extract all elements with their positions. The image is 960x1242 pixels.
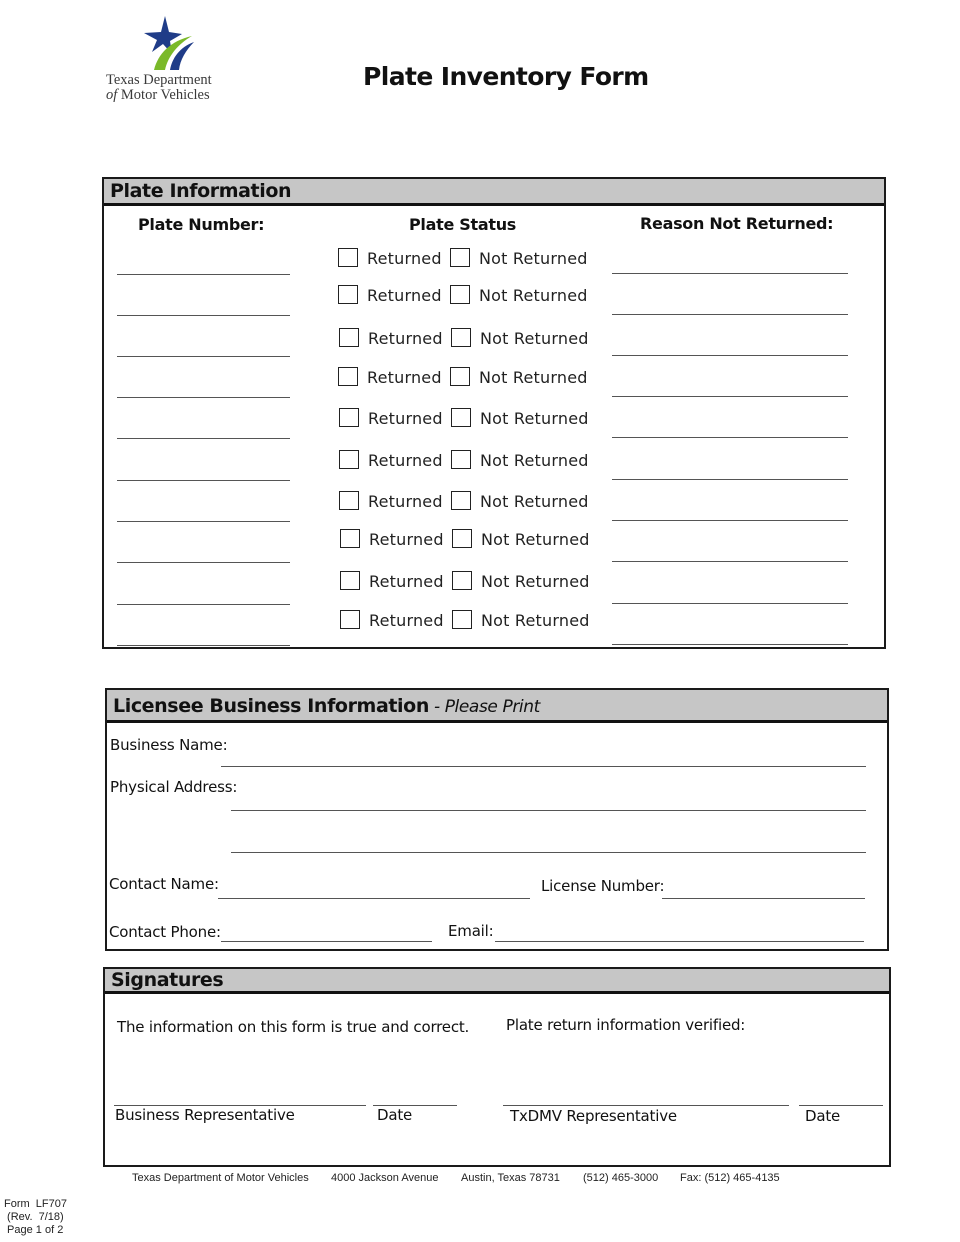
logo-motor-vehicles: Motor Vehicles xyxy=(117,87,210,103)
plate-status-row xyxy=(339,450,599,472)
reason-not-returned-field[interactable] xyxy=(612,603,848,604)
license-number-label: License Number: xyxy=(541,877,665,895)
contact-name-label: Contact Name: xyxy=(109,875,219,893)
plate-number-header: Plate Number: xyxy=(138,215,265,234)
plate-number-field[interactable] xyxy=(117,645,290,646)
returned-label: Returned xyxy=(367,286,442,305)
business-attestation-text: The information on this form is true and correct. xyxy=(117,1018,470,1036)
not-returned-label: Not Returned xyxy=(480,492,589,511)
footer-fax: Fax: (512) 465-4135 xyxy=(680,1172,780,1184)
form-identifier xyxy=(4,1198,67,1237)
plate-status-header: Plate Status xyxy=(409,215,517,234)
not-returned-checkbox[interactable] xyxy=(451,328,471,347)
not-returned-label: Not Returned xyxy=(480,329,589,348)
txdmv-representative-label: TxDMV Representative xyxy=(510,1107,677,1125)
returned-label: Returned xyxy=(369,530,444,549)
plate-status-row xyxy=(338,367,598,389)
not-returned-label: Not Returned xyxy=(479,368,588,387)
plate-number-field[interactable] xyxy=(117,397,290,398)
email-field[interactable] xyxy=(495,941,864,942)
logo-line-2 xyxy=(106,88,236,103)
logo-wordmark xyxy=(106,73,236,103)
plate-number-field[interactable] xyxy=(117,604,290,605)
returned-label: Returned xyxy=(368,451,443,470)
signatures-heading xyxy=(105,969,889,994)
returned-checkbox[interactable] xyxy=(339,328,359,347)
plate-number-field[interactable] xyxy=(117,521,290,522)
not-returned-label: Not Returned xyxy=(481,572,590,591)
txdmv-date-line[interactable] xyxy=(799,1105,883,1106)
returned-checkbox[interactable] xyxy=(340,610,360,629)
signatures-section xyxy=(103,967,891,1167)
plate-number-field[interactable] xyxy=(117,315,290,316)
not-returned-checkbox[interactable] xyxy=(452,529,472,548)
form-number: Form LF707 xyxy=(4,1198,67,1210)
business-representative-label: Business Representative xyxy=(115,1106,295,1124)
contact-phone-label: Contact Phone: xyxy=(109,923,221,941)
not-returned-label: Not Returned xyxy=(480,451,589,470)
returned-checkbox[interactable] xyxy=(338,248,358,267)
not-returned-checkbox[interactable] xyxy=(452,571,472,590)
plate-number-field[interactable] xyxy=(117,480,290,481)
plate-status-row xyxy=(338,248,598,270)
plate-status-row xyxy=(340,571,600,593)
contact-name-field[interactable] xyxy=(218,898,530,899)
not-returned-checkbox[interactable] xyxy=(451,450,471,469)
returned-label: Returned xyxy=(367,249,442,268)
returned-label: Returned xyxy=(369,611,444,630)
logo-line-1: Texas Department xyxy=(106,72,212,88)
returned-label: Returned xyxy=(368,329,443,348)
signatures-title: Signatures xyxy=(111,969,224,991)
plate-number-field[interactable] xyxy=(117,274,290,275)
logo-of: of xyxy=(106,87,118,103)
reason-not-returned-field[interactable] xyxy=(612,355,848,356)
reason-not-returned-field[interactable] xyxy=(612,314,848,315)
plate-status-row xyxy=(339,491,599,513)
returned-label: Returned xyxy=(367,368,442,387)
plate-number-field[interactable] xyxy=(117,356,290,357)
returned-checkbox[interactable] xyxy=(340,571,360,590)
plate-information-heading xyxy=(104,179,884,206)
plate-status-row xyxy=(338,285,598,307)
returned-label: Returned xyxy=(368,409,443,428)
plate-information-section xyxy=(102,177,886,649)
txdmv-logo xyxy=(100,14,240,109)
reason-not-returned-header: Reason Not Returned: xyxy=(640,214,834,233)
please-print-note: Please Print xyxy=(444,697,540,717)
licensee-heading-separator: - xyxy=(428,697,445,717)
txdmv-representative-signature-line[interactable] xyxy=(503,1105,789,1106)
licensee-business-section xyxy=(105,688,889,951)
not-returned-checkbox[interactable] xyxy=(451,491,471,510)
contact-phone-field[interactable] xyxy=(221,941,432,942)
licensee-heading xyxy=(107,690,887,723)
star-swoosh-logo-icon xyxy=(132,14,202,72)
footer-phone: (512) 465-3000 xyxy=(583,1172,659,1184)
email-label: Email: xyxy=(448,922,494,940)
not-returned-label: Not Returned xyxy=(481,530,590,549)
footer-org: Texas Department of Motor Vehicles xyxy=(132,1172,309,1184)
plate-number-field[interactable] xyxy=(117,438,290,439)
physical-address-label: Physical Address: xyxy=(110,778,238,796)
not-returned-checkbox[interactable] xyxy=(450,367,470,386)
form-revision: (Rev. 7/18) xyxy=(4,1211,64,1223)
reason-not-returned-field[interactable] xyxy=(612,561,848,562)
licensee-title: Licensee Business Information xyxy=(113,695,429,717)
business-date-label: Date xyxy=(377,1106,413,1124)
address-line-1-field[interactable] xyxy=(231,810,866,811)
returned-checkbox[interactable] xyxy=(338,367,358,386)
returned-label: Returned xyxy=(369,572,444,591)
plate-status-row xyxy=(340,529,600,551)
not-returned-label: Not Returned xyxy=(481,611,590,630)
not-returned-label: Not Returned xyxy=(479,249,588,268)
footer-street: 4000 Jackson Avenue xyxy=(331,1172,439,1184)
not-returned-checkbox[interactable] xyxy=(450,285,470,304)
business-name-field[interactable] xyxy=(221,766,866,767)
not-returned-checkbox[interactable] xyxy=(451,408,471,427)
txdmv-verification-text: Plate return information verified: xyxy=(506,1016,746,1034)
reason-not-returned-field[interactable] xyxy=(612,396,848,397)
reason-not-returned-field[interactable] xyxy=(612,437,848,438)
reason-not-returned-field[interactable] xyxy=(612,479,848,480)
not-returned-label: Not Returned xyxy=(480,409,589,428)
address-line-2-field[interactable] xyxy=(231,852,866,853)
page-number: Page 1 of 2 xyxy=(4,1224,64,1236)
reason-not-returned-field[interactable] xyxy=(612,644,848,645)
returned-label: Returned xyxy=(368,492,443,511)
plate-status-row xyxy=(339,408,599,430)
footer-city: Austin, Texas 78731 xyxy=(461,1172,560,1184)
returned-checkbox[interactable] xyxy=(339,408,359,427)
txdmv-date-label: Date xyxy=(805,1107,841,1125)
reason-not-returned-field[interactable] xyxy=(612,273,848,274)
plate-status-row xyxy=(340,610,600,632)
page-title: Plate Inventory Form xyxy=(363,62,649,91)
plate-number-field[interactable] xyxy=(117,562,290,563)
returned-checkbox[interactable] xyxy=(339,450,359,469)
license-number-field[interactable] xyxy=(662,898,865,899)
returned-checkbox[interactable] xyxy=(339,491,359,510)
plate-information-title: Plate Information xyxy=(110,180,292,202)
not-returned-checkbox[interactable] xyxy=(452,610,472,629)
returned-checkbox[interactable] xyxy=(340,529,360,548)
plate-status-row xyxy=(339,328,599,350)
not-returned-label: Not Returned xyxy=(479,286,588,305)
reason-not-returned-field[interactable] xyxy=(612,520,848,521)
business-name-label: Business Name: xyxy=(110,736,228,754)
not-returned-checkbox[interactable] xyxy=(450,248,470,267)
returned-checkbox[interactable] xyxy=(338,285,358,304)
